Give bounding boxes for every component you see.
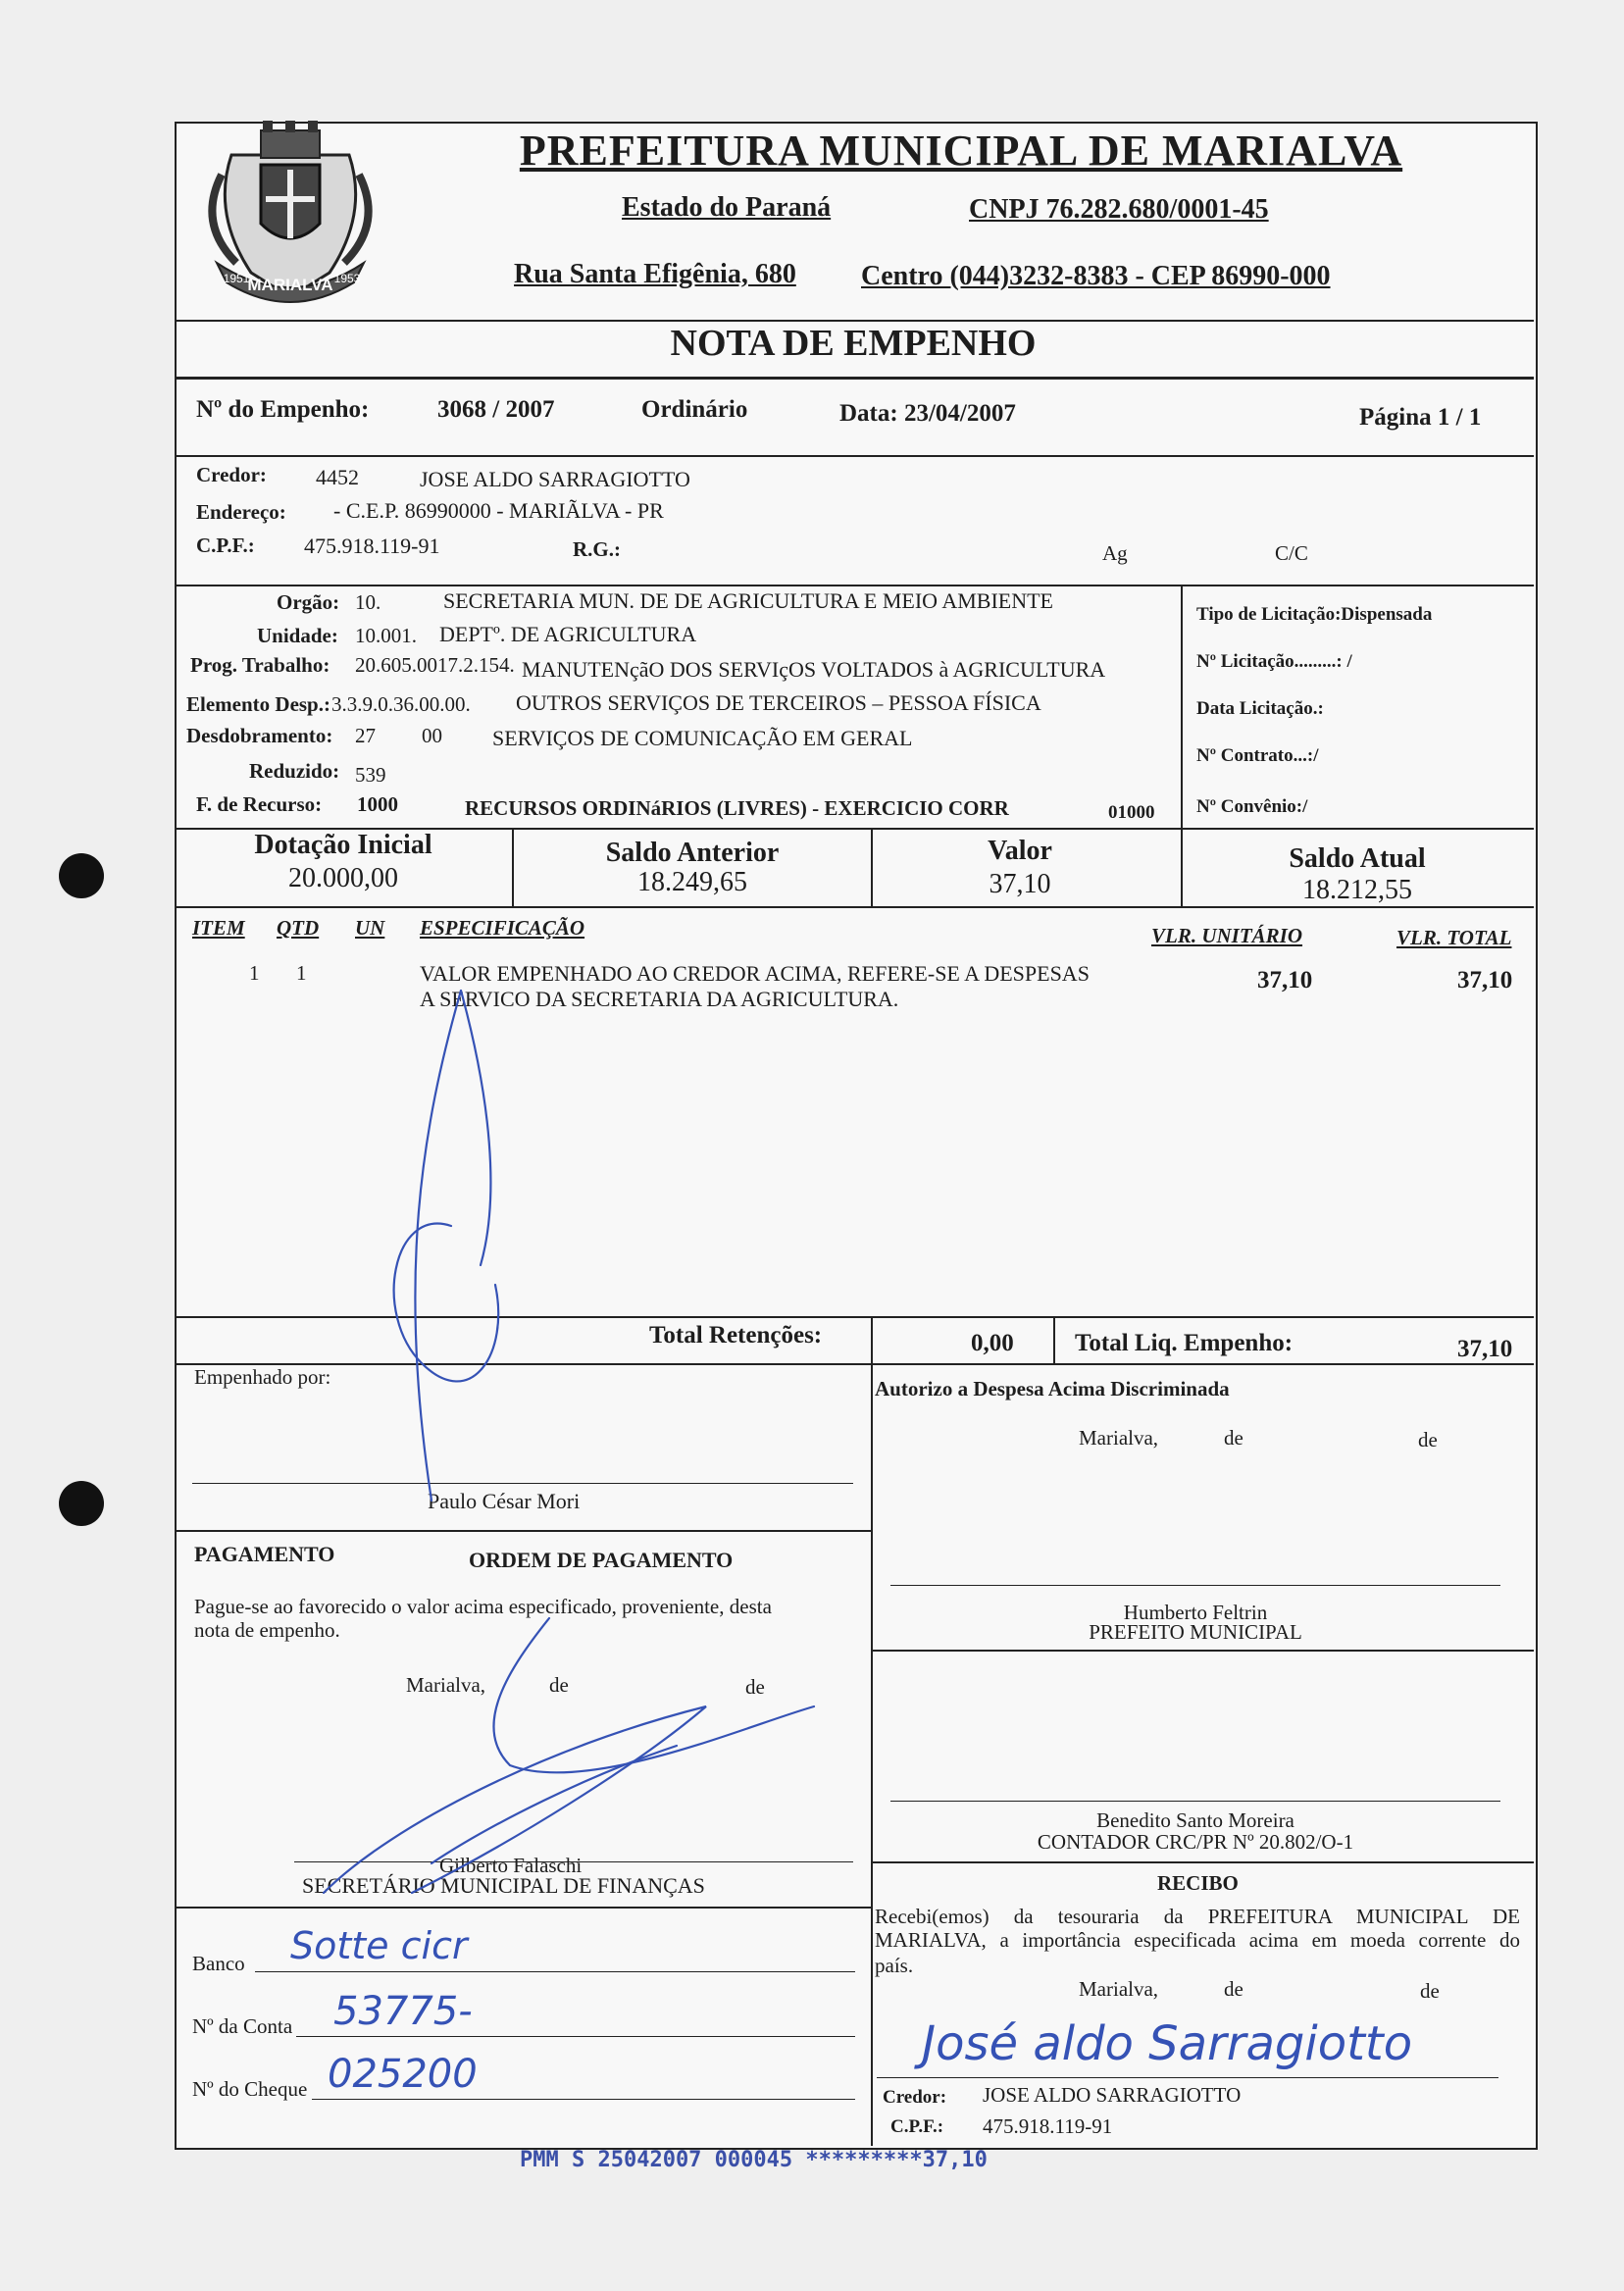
saldo-atual-label: Saldo Atual [1289, 843, 1426, 874]
credor-name: JOSE ALDO SARRAGIOTTO [420, 467, 690, 491]
total-value-header: VLR. TOTAL [1396, 926, 1512, 949]
pagamento-de1: de [549, 1673, 569, 1697]
empenhado-por-label: Empenhado por: [194, 1365, 331, 1389]
item-header: ITEM [192, 916, 245, 940]
num-contrato: Nº Contrato...:/ [1196, 745, 1319, 766]
orgao-label: Orgão: [277, 590, 340, 614]
elemento-code: 3.3.9.0.36.00.00. [331, 692, 471, 716]
empenhado-por-name: Paulo César Mori [428, 1489, 581, 1513]
tipo-licitacao: Tipo de Licitação:Dispensada [1196, 604, 1433, 625]
desdobramento-code1: 27 [355, 724, 376, 747]
recibo-city: Marialva, [1079, 1977, 1159, 2001]
banco-label: Banco [192, 1952, 245, 1975]
desdobramento-label: Desdobramento: [186, 724, 333, 747]
recibo-de1: de [1224, 1977, 1243, 2001]
prog-label: Prog. Trabalho: [190, 653, 330, 677]
prefeito-title: PREFEITO MUNICIPAL [1089, 1620, 1302, 1644]
reduzido-label: Reduzido: [249, 759, 340, 783]
autorizo-label: Autorizo a Despesa Acima Discriminada [875, 1377, 1230, 1400]
state-label: Estado do Paraná [622, 192, 832, 223]
item-total-value: 37,10 [1457, 967, 1513, 993]
spec-header: ESPECIFICAÇÃO [420, 916, 585, 940]
autorizo-city: Marialva, [1079, 1426, 1159, 1450]
unidade-label: Unidade: [257, 624, 338, 647]
recibo-de2: de [1420, 1979, 1440, 2003]
conta-label: Nº da Conta [192, 2014, 293, 2038]
num-licitacao: Nº Licitação.........: / [1196, 651, 1352, 672]
rg-label: R.G.: [573, 537, 621, 561]
reduzido-value: 539 [355, 763, 386, 787]
address-rest-label: Centro (044)3232-8383 - CEP 86990-000 [861, 261, 1331, 291]
item-number: 1 [249, 961, 260, 985]
cpf-value: 475.918.119-91 [304, 534, 440, 558]
ordem-pagamento-label: ORDEM DE PAGAMENTO [469, 1548, 734, 1572]
bank-authentication-stamp: PMM S 25042007 000045 *********37,10 [520, 2148, 988, 2172]
qtd-header: QTD [277, 916, 320, 940]
cc-label: C/C [1275, 541, 1308, 565]
municipality-title: PREFEITURA MUNICIPAL DE MARIALVA [519, 127, 1403, 175]
pagamento-label: PAGAMENTO [194, 1542, 335, 1566]
elemento-desc: OUTROS SERVIÇOS DE TERCEIROS – PESSOA FÍSICA [516, 690, 1041, 715]
secretario-name: Gilberto Falaschi [439, 1854, 583, 1877]
coat-of-arms-seal [192, 116, 388, 312]
desdobramento-desc: SERVIÇOS DE COMUNICAÇÃO EM GERAL [492, 726, 913, 750]
ag-label: Ag [1102, 541, 1128, 565]
dotacao-inicial-value: 20.000,00 [288, 863, 398, 893]
cheque-label: Nº do Cheque [192, 2077, 308, 2101]
item-spec-line2: A SERVICO DA SECRETARIA DA AGRICULTURA. [420, 987, 899, 1011]
empenho-type: Ordinário [641, 396, 748, 423]
empenho-number-label: Nº do Empenho: [196, 396, 370, 423]
prog-desc: MANUTENçãO DOS SERVIçOS VOLTADOS à AGRICULTURA [522, 657, 1106, 682]
liquido-label: Total Liq. Empenho: [1075, 1330, 1294, 1356]
item-qtd: 1 [296, 961, 307, 985]
credor-code: 4452 [316, 465, 359, 489]
item-spec-line1: VALOR EMPENHADO AO CREDOR ACIMA, REFERE-SE A DESPESAS [420, 961, 1090, 986]
desdobramento-code2: 00 [422, 724, 442, 747]
recibo-cpf-value: 475.918.119-91 [983, 2114, 1113, 2138]
recurso-desc: RECURSOS ORDINáRIOS (LIVRES) - EXERCICIO CORR [465, 796, 1009, 820]
num-convenio: Nº Convênio:/ [1196, 796, 1308, 817]
unidade-desc: DEPTº. DE AGRICULTURA [439, 622, 697, 646]
valor-value: 37,10 [989, 869, 1051, 899]
page-number: Página 1 / 1 [1359, 404, 1482, 431]
un-header: UN [355, 916, 385, 940]
orgao-code: 10. [355, 590, 381, 614]
autorizo-de1: de [1224, 1426, 1243, 1450]
recibo-credor-label: Credor: [883, 2087, 947, 2108]
seal-text: MARIALVA [247, 276, 333, 294]
conta-handwritten: 53775- [333, 1989, 473, 2034]
credor-label: Credor: [196, 463, 267, 486]
pagamento-text-line1: Pague-se ao favorecido o valor acima especificado, proveniente, desta [194, 1595, 772, 1618]
punch-hole-top [59, 853, 104, 898]
address-label: Rua Santa Efigênia, 680 [514, 259, 796, 289]
contador-name: Benedito Santo Moreira [1096, 1808, 1294, 1832]
cpf-label: C.P.F.: [196, 534, 255, 557]
document-title: NOTA DE EMPENHO [670, 323, 1037, 364]
autorizo-de2: de [1418, 1428, 1438, 1451]
recurso-code: 1000 [357, 792, 398, 816]
orgao-desc: SECRETARIA MUN. DE DE AGRICULTURA E MEIO AMBIENTE [443, 588, 1053, 613]
recibo-cpf-label: C.P.F.: [890, 2116, 944, 2137]
saldo-atual-value: 18.212,55 [1302, 875, 1412, 905]
pagamento-text-line2: nota de empenho. [194, 1618, 340, 1642]
liquido-value: 37,10 [1457, 1336, 1513, 1362]
valor-label: Valor [988, 836, 1052, 866]
retencoes-label: Total Retenções: [649, 1322, 823, 1349]
recibo-credor-name: JOSE ALDO SARRAGIOTTO [983, 2083, 1242, 2107]
data-licitacao: Data Licitação.: [1196, 698, 1324, 719]
retencoes-value: 0,00 [971, 1330, 1014, 1356]
recibo-text-line1: Recebi(emos) da tesouraria da PREFEITURA MUNICIPAL DE [875, 1905, 1520, 1928]
punch-hole-bottom [59, 1481, 104, 1526]
recibo-title: RECIBO [1157, 1871, 1239, 1895]
credor-signature: José aldo Sarragiotto [922, 2016, 1413, 2071]
recurso-num: 01000 [1108, 802, 1155, 823]
pagamento-de2: de [745, 1675, 765, 1699]
cnpj-label: CNPJ 76.282.680/0001-45 [969, 194, 1269, 225]
seal-year-left: 1951 [223, 272, 250, 285]
secretario-title: SECRETÁRIO MUNICIPAL DE FINANÇAS [302, 1873, 705, 1898]
empenho-date: Data: 23/04/2007 [839, 400, 1016, 427]
banco-handwritten: Sotte cicr [290, 1924, 468, 1967]
empenho-number-value: 3068 / 2007 [437, 396, 555, 423]
saldo-anterior-value: 18.249,65 [637, 867, 747, 897]
prefeito-name: Humberto Feltrin [1123, 1601, 1268, 1624]
cheque-handwritten: 025200 [328, 2052, 478, 2097]
endereco-value: - C.E.P. 86990000 - MARIÃLVA - PR [333, 498, 664, 523]
recurso-label: F. de Recurso: [196, 792, 323, 816]
item-unit-value: 37,10 [1257, 967, 1313, 993]
dotacao-inicial-label: Dotação Inicial [254, 830, 432, 860]
prog-code: 20.605.0017.2.154. [355, 653, 515, 677]
elemento-label: Elemento Desp.: [186, 692, 330, 716]
saldo-anterior-label: Saldo Anterior [605, 838, 780, 868]
pagamento-city: Marialva, [406, 1673, 486, 1697]
recibo-text-line2: MARIALVA, a importância especificada acima em moeda corrente do [875, 1928, 1520, 1952]
endereco-label: Endereço: [196, 500, 286, 524]
seal-year-right: 1953 [333, 272, 361, 285]
unidade-code: 10.001. [355, 624, 417, 647]
unit-value-header: VLR. UNITÁRIO [1151, 924, 1303, 947]
recibo-text-line3: país. [875, 1954, 914, 1977]
contador-title: CONTADOR CRC/PR Nº 20.802/O-1 [1037, 1830, 1354, 1854]
